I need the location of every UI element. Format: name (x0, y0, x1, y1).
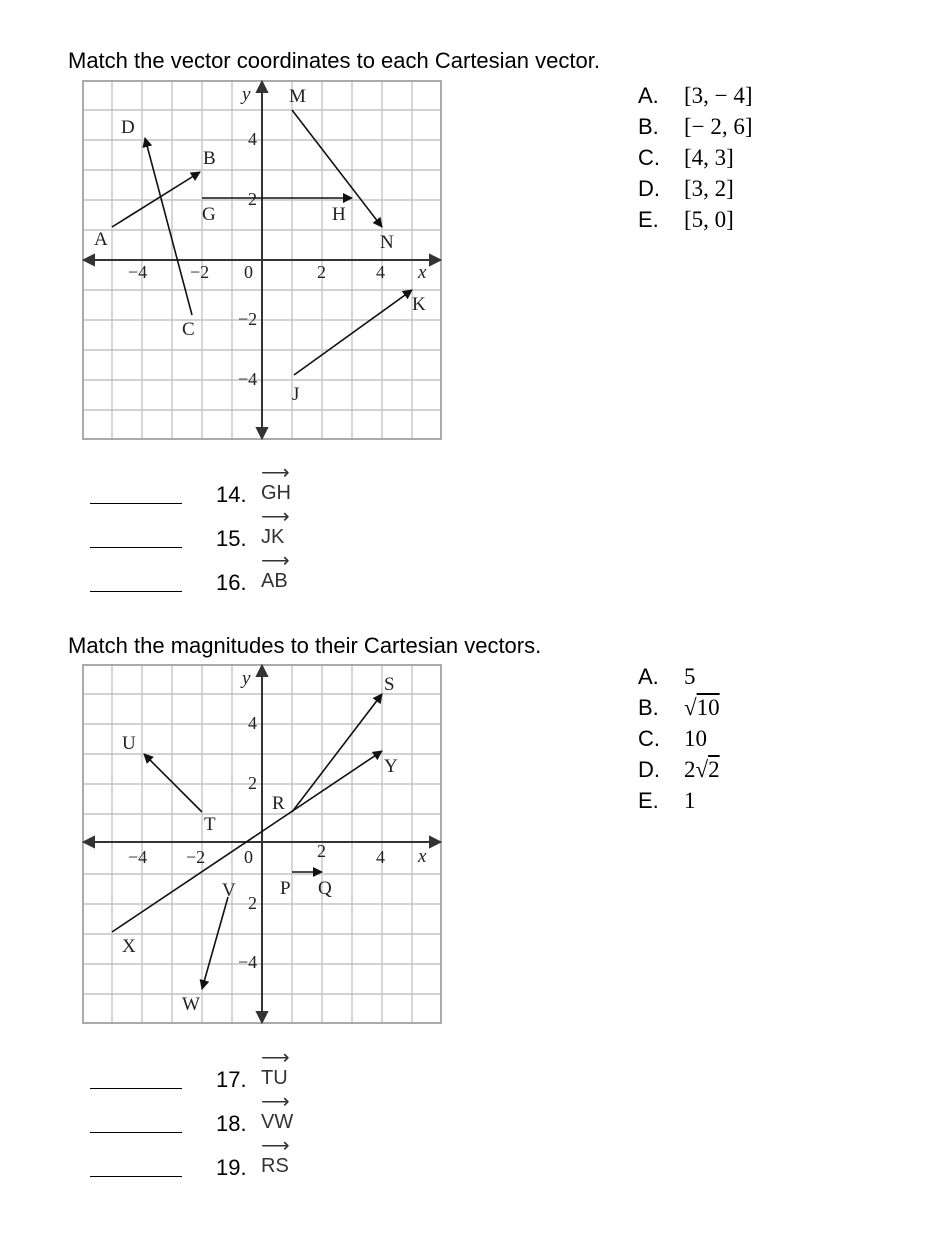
vector-arrow-icon: ⟶ (261, 1135, 290, 1157)
x-tick: 4 (376, 262, 385, 282)
point-label-c: C (182, 319, 195, 340)
x-tick: 2 (317, 262, 326, 282)
answer-blank[interactable] (90, 503, 182, 504)
point-label-x: X (122, 936, 136, 957)
point-label-q: Q (318, 878, 332, 899)
question-vector (261, 1135, 290, 1178)
vector-vw (202, 897, 228, 989)
graph-1-axes (84, 82, 440, 438)
answer-letter: C. (638, 145, 660, 170)
answer-letter: D. (638, 176, 660, 201)
question-number: 19. (216, 1155, 247, 1180)
point-label-p: P (280, 878, 291, 899)
y-tick: 4 (248, 129, 257, 149)
point-label-u: U (122, 733, 136, 754)
vector-name: GH (261, 482, 291, 504)
graph-1-point-labels (94, 86, 426, 405)
point-label-g: G (202, 204, 216, 225)
vector-arrow-icon: ⟶ (261, 1091, 290, 1113)
point-label-n: N (380, 232, 394, 253)
point-label-w: W (182, 994, 200, 1015)
answer-option (638, 204, 753, 235)
answer-option (638, 661, 720, 692)
answer-blank[interactable] (90, 1088, 182, 1089)
point-label-m: M (289, 86, 306, 107)
vector-name: RS (261, 1155, 289, 1177)
x-tick: 0 (244, 847, 253, 867)
answer-letter: D. (638, 757, 660, 782)
graph-2-axes (84, 666, 440, 1022)
question-number: 14. (216, 482, 247, 507)
vector-arrow-icon: ⟶ (261, 550, 290, 572)
y-tick: 2 (248, 773, 257, 793)
point-label-j: J (292, 384, 300, 405)
y-tick: 2 (248, 189, 257, 209)
question-number: 15. (216, 526, 247, 551)
answer-value: [− 2, 6] (684, 114, 753, 139)
section2-answers (638, 661, 720, 816)
answer-value: [4, 3] (684, 145, 734, 170)
question-vector (261, 462, 291, 505)
graph-1-x-label: x (418, 262, 427, 283)
answer-letter: B. (638, 695, 659, 720)
answer-option (638, 723, 720, 754)
point-label-s: S (384, 674, 395, 695)
radicand: 10 (696, 695, 720, 720)
answer-option (638, 173, 753, 204)
radical-sign: √ (695, 757, 709, 782)
graph-1-x-ticks (128, 262, 385, 282)
answer-blank[interactable] (90, 547, 182, 548)
vector-rs (292, 694, 382, 812)
answer-blank[interactable] (90, 1132, 182, 1133)
point-label-t: T (204, 814, 216, 835)
answer-value: [3, 2] (684, 176, 734, 201)
answer-value: 10 (684, 726, 707, 751)
vector-name: TU (261, 1067, 288, 1089)
graph-2-y-label: y (242, 668, 251, 689)
answer-value (684, 695, 720, 720)
point-label-b: B (203, 148, 216, 169)
answer-letter: B. (638, 114, 659, 139)
graph-2 (82, 664, 442, 1024)
answer-blank[interactable] (90, 591, 182, 592)
graph-1 (82, 80, 442, 440)
point-label-a: A (94, 229, 108, 250)
vector-name: VW (261, 1111, 294, 1133)
point-label-r: R (272, 793, 285, 814)
answer-letter: E. (638, 788, 659, 813)
vector-jk (294, 290, 412, 375)
answer-option (638, 80, 753, 111)
vector-arrow-icon: ⟶ (261, 462, 290, 484)
answer-value: [3, − 4] (684, 83, 753, 108)
answer-option (638, 785, 720, 816)
answer-letter: E. (638, 207, 659, 232)
point-label-y: Y (384, 756, 398, 777)
point-label-k: K (412, 294, 426, 315)
radical-sign: √ (684, 695, 697, 720)
question-vector (261, 506, 290, 549)
question-number: 17. (216, 1067, 247, 1092)
graph-2-x-label: x (418, 846, 427, 867)
answer-value: 1 (684, 788, 696, 813)
point-label-d: D (121, 117, 135, 138)
y-tick: −4 (238, 369, 258, 389)
question-vector (261, 1047, 290, 1090)
answer-value: 5 (684, 664, 696, 689)
point-label-h: H (332, 204, 346, 225)
x-tick: −2 (186, 847, 206, 867)
section1-answers (638, 80, 753, 235)
answer-option (638, 754, 720, 785)
y-tick: 2 (248, 893, 257, 913)
answer-option (638, 111, 753, 142)
x-tick: 4 (376, 847, 385, 867)
answer-letter: C. (638, 726, 660, 751)
y-tick: 4 (248, 713, 257, 733)
answer-option (638, 692, 720, 723)
question-vector (261, 550, 290, 593)
graph-1-y-label: y (242, 84, 251, 105)
answer-value (684, 757, 720, 782)
answer-blank[interactable] (90, 1176, 182, 1177)
x-tick: −4 (128, 262, 148, 282)
answer-letter: A. (638, 664, 659, 689)
radicand: 2 (708, 757, 720, 782)
section2-heading: Match the magnitudes to their Cartesian vectors. (68, 633, 542, 658)
answer-letter: A. (638, 83, 659, 108)
vector-tu (144, 754, 202, 812)
y-tick: −4 (238, 952, 258, 972)
graph-2-x-ticks (128, 841, 385, 867)
vector-name: JK (261, 526, 285, 548)
question-number: 16. (216, 570, 247, 595)
question-number: 18. (216, 1111, 247, 1136)
x-tick: 0 (244, 262, 253, 282)
vector-name: AB (261, 570, 288, 592)
question-vector (261, 1091, 294, 1134)
answer-value: [5, 0] (684, 207, 734, 232)
section1-heading: Match the vector coordinates to each Cartesian vector. (68, 48, 600, 73)
vector-arrow-icon: ⟶ (261, 506, 290, 528)
vector-cd (145, 138, 192, 315)
x-tick: −2 (190, 262, 210, 282)
answer-option (638, 142, 753, 173)
vector-arrow-icon: ⟶ (261, 1047, 290, 1069)
x-tick: −4 (128, 847, 148, 867)
y-tick: −2 (238, 309, 258, 329)
coefficient: 2 (684, 757, 696, 782)
point-label-v: V (222, 880, 236, 901)
x-tick: 2 (317, 841, 326, 861)
